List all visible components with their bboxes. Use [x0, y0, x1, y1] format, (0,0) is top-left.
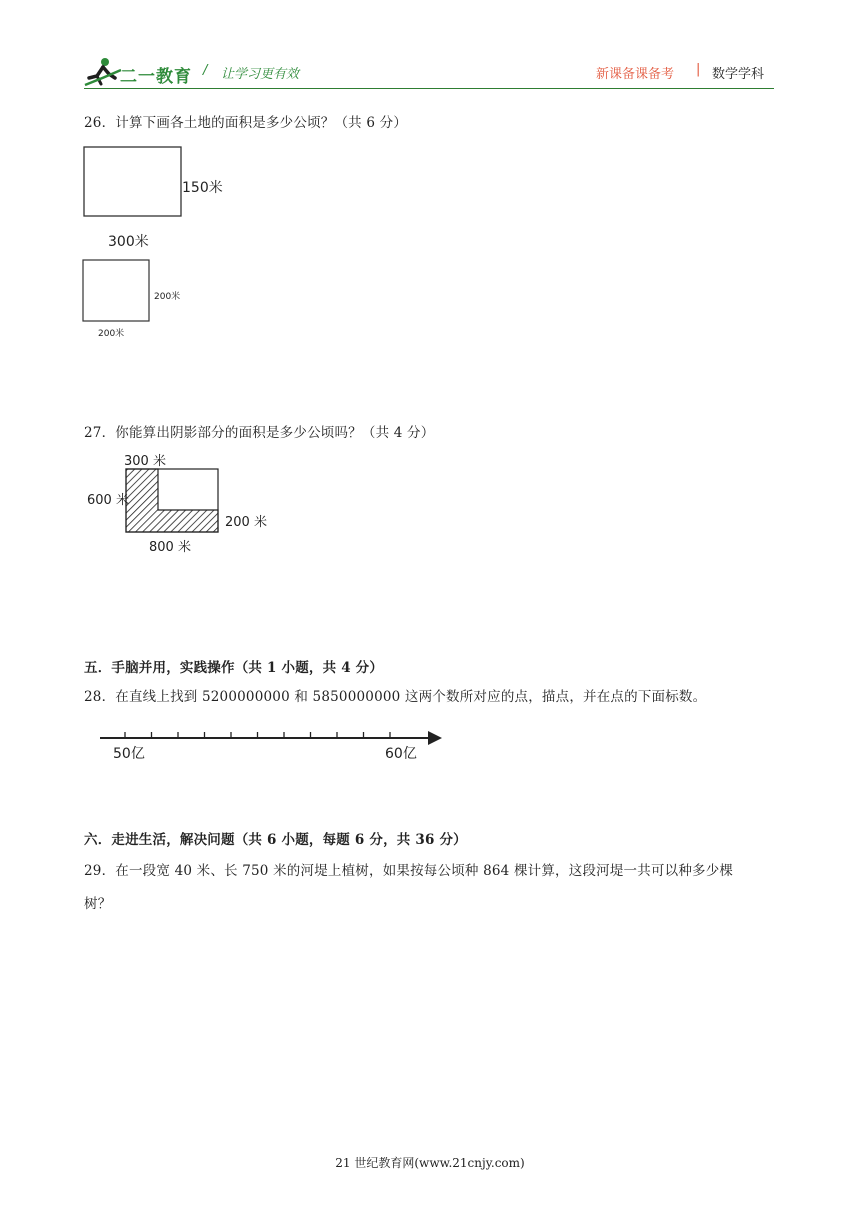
q27-shaded-figure [120, 462, 230, 542]
section-6-heading: 六．走进生活，解决问题（共 6 小题，每题 6 分，共 36 分） [84, 832, 467, 848]
slogan: 让学习更有效 [221, 67, 300, 82]
q26-rect1-height-label: 150米 [182, 180, 223, 196]
q28-end-label: 60亿 [385, 746, 417, 762]
question-27: 27．你能算出阴影部分的面积是多少公顷吗？（共 4 分） [84, 425, 435, 441]
q26-rectangle-1 [84, 147, 181, 216]
q27-bottom-label: 800 米 [149, 540, 191, 555]
slogan-slash: / [203, 63, 208, 78]
header [0, 0, 860, 100]
q27-right-label: 200 米 [225, 515, 267, 530]
header-separator: | [696, 62, 701, 77]
runner-logo-icon [83, 56, 123, 88]
header-subject: 数学学科 [712, 67, 765, 82]
q26-rect1-width-label: 300米 [108, 234, 149, 250]
section-5-heading: 五．手脑并用，实践操作（共 1 小题，共 4 分） [84, 660, 384, 676]
q26-square [83, 260, 149, 321]
q27-top-label: 300 米 [124, 454, 166, 469]
footer-source: 21 世纪教育网(www.21cnjy.com) [335, 1156, 525, 1170]
question-29-line-1: 29．在一段宽 40 米、长 750 米的河堤上植树，如果按每公顷种 864 棵计算，这段河堤一共可以种多少棵 [84, 863, 734, 879]
header-course: 新课备课备考 [596, 67, 675, 82]
header-rule [84, 88, 774, 89]
logo-text: 二一教育 [120, 67, 192, 87]
q27-left-label: 600 米 [87, 493, 129, 508]
q26-rect2-width-label: 200米 [98, 329, 125, 339]
question-29-line-2: 树？ [84, 896, 112, 912]
question-28: 28．在直线上找到 5200000000 和 5850000000 这两个数所对应的点，描点，并在点的下面标数。 [84, 689, 707, 705]
q28-arrow-head [428, 731, 442, 745]
q26-rect2-height-label: 200米 [154, 292, 181, 302]
question-26: 26．计算下画各土地的面积是多少公顷？（共 6 分） [84, 115, 408, 131]
q28-start-label: 50亿 [113, 746, 145, 762]
